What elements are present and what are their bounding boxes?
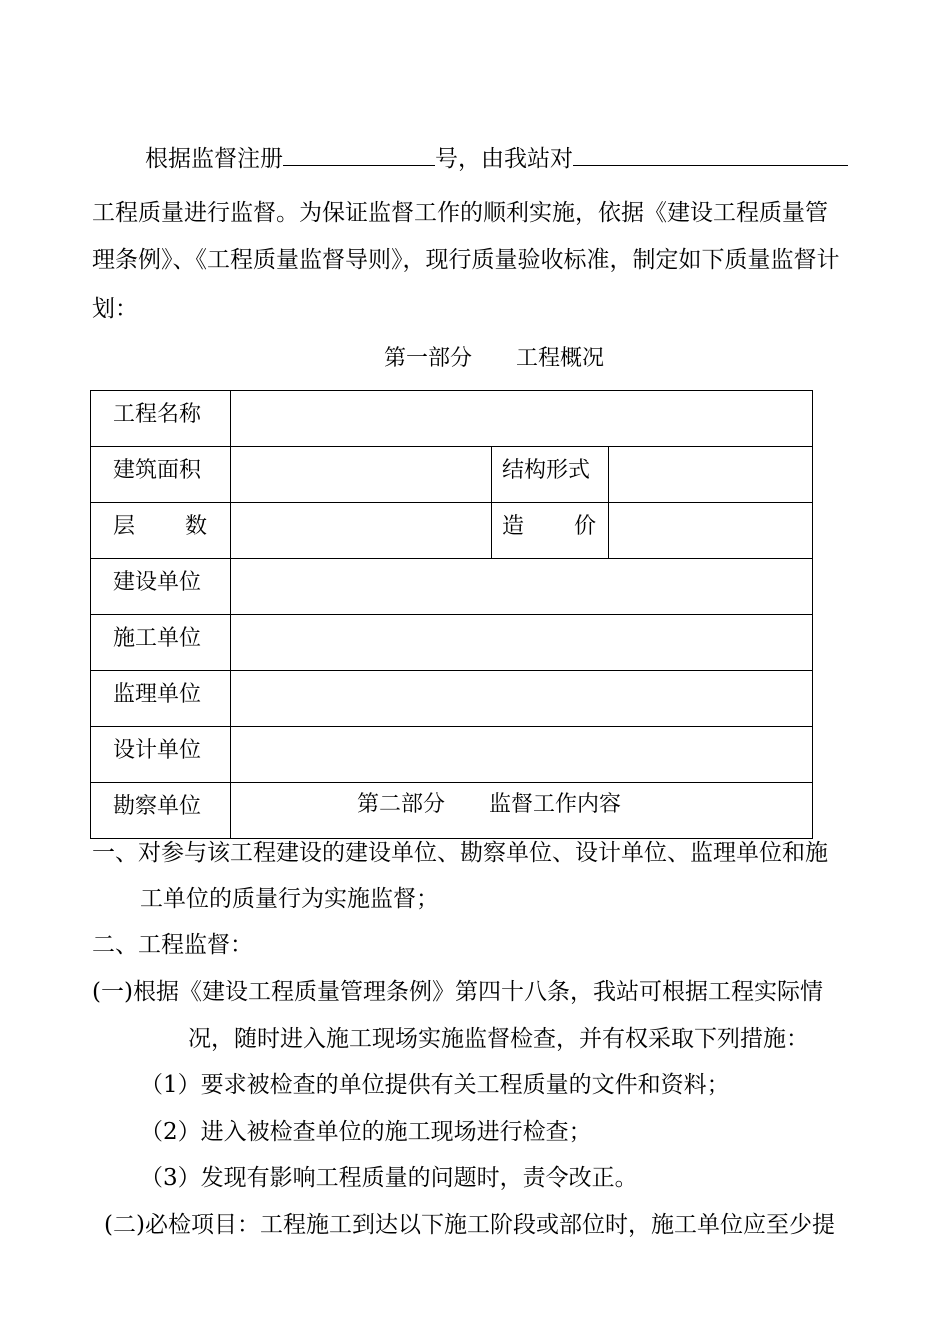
table-row	[91, 615, 813, 671]
label-structure-form: 结构形式	[492, 447, 609, 503]
sub1-line-2: 况，随时进入施工现场实施监督检查，并有权采取下列措施：	[188, 1026, 809, 1052]
label-supervision-unit: 监理单位	[91, 671, 231, 727]
label-cost-char1: 造	[502, 514, 525, 539]
value-builder-unit[interactable]	[231, 615, 813, 671]
label-builder-unit: 施工单位	[91, 615, 231, 671]
label-floors	[91, 503, 231, 559]
intro-line-3: 理条例》、《工程质量监督导则》，现行质量验收标准，制定如下质量监督计	[92, 247, 840, 273]
label-cost-char2: 价	[573, 514, 596, 539]
value-project-name[interactable]	[231, 391, 813, 447]
registration-number-blank[interactable]	[283, 143, 435, 166]
project-overview-table	[90, 390, 813, 839]
table-row	[91, 503, 813, 559]
table-row	[91, 391, 813, 447]
part1-heading: 第一部分 工程概况	[384, 346, 605, 371]
value-construction-unit[interactable]	[231, 559, 813, 615]
table-outer-border	[812, 390, 813, 794]
measure-1: （1）要求被检查的单位提供有关工程质量的文件和资料；	[140, 1072, 730, 1098]
label-project-name: 工程名称	[91, 391, 231, 447]
intro-line-4: 划：	[92, 296, 138, 322]
table-row	[91, 447, 813, 503]
intro-text-registration: 根据监督注册	[145, 146, 283, 172]
intro-line-1	[145, 143, 848, 174]
intro-line-2: 工程质量进行监督。为保证监督工作的顺利实施，依据《建设工程质量管	[92, 200, 828, 226]
value-cost[interactable]	[609, 503, 813, 559]
value-structure-form[interactable]	[609, 447, 813, 503]
item1-line-2: 工单位的质量行为实施监督；	[140, 886, 439, 912]
table-row	[91, 727, 813, 783]
table-row	[91, 559, 813, 615]
measure-3: （3）发现有影响工程质量的问题时，责令改正。	[140, 1165, 638, 1191]
label-cost	[492, 503, 609, 559]
label-floors-char2: 数	[184, 514, 207, 539]
label-floors-char1: 层	[113, 514, 136, 539]
value-supervision-unit[interactable]	[231, 671, 813, 727]
label-building-area: 建筑面积	[91, 447, 231, 503]
label-design-unit: 设计单位	[91, 727, 231, 783]
project-name-blank[interactable]	[573, 143, 848, 166]
measure-2: （2）进入被检查单位的施工现场进行检查；	[140, 1119, 592, 1145]
sub2-line-1: (二)必检项目：工程施工到达以下施工阶段或部位时，施工单位应至少提	[104, 1212, 835, 1238]
value-building-area[interactable]	[231, 447, 492, 503]
table-row	[91, 671, 813, 727]
item2: 二、工程监督：	[92, 932, 253, 958]
value-floors[interactable]	[231, 503, 492, 559]
part2-heading: 第二部分 监督工作内容	[357, 792, 622, 817]
label-construction-unit: 建设单位	[91, 559, 231, 615]
sub1-line-1: (一)根据《建设工程质量管理条例》第四十八条，我站可根据工程实际情	[92, 979, 823, 1005]
item1-line-1: 一、对参与该工程建设的建设单位、勘察单位、设计单位、监理单位和施	[92, 840, 828, 866]
label-survey-unit: 勘察单位	[91, 783, 231, 839]
intro-text-station: 号，由我站对	[435, 146, 573, 172]
value-design-unit[interactable]	[231, 727, 813, 783]
